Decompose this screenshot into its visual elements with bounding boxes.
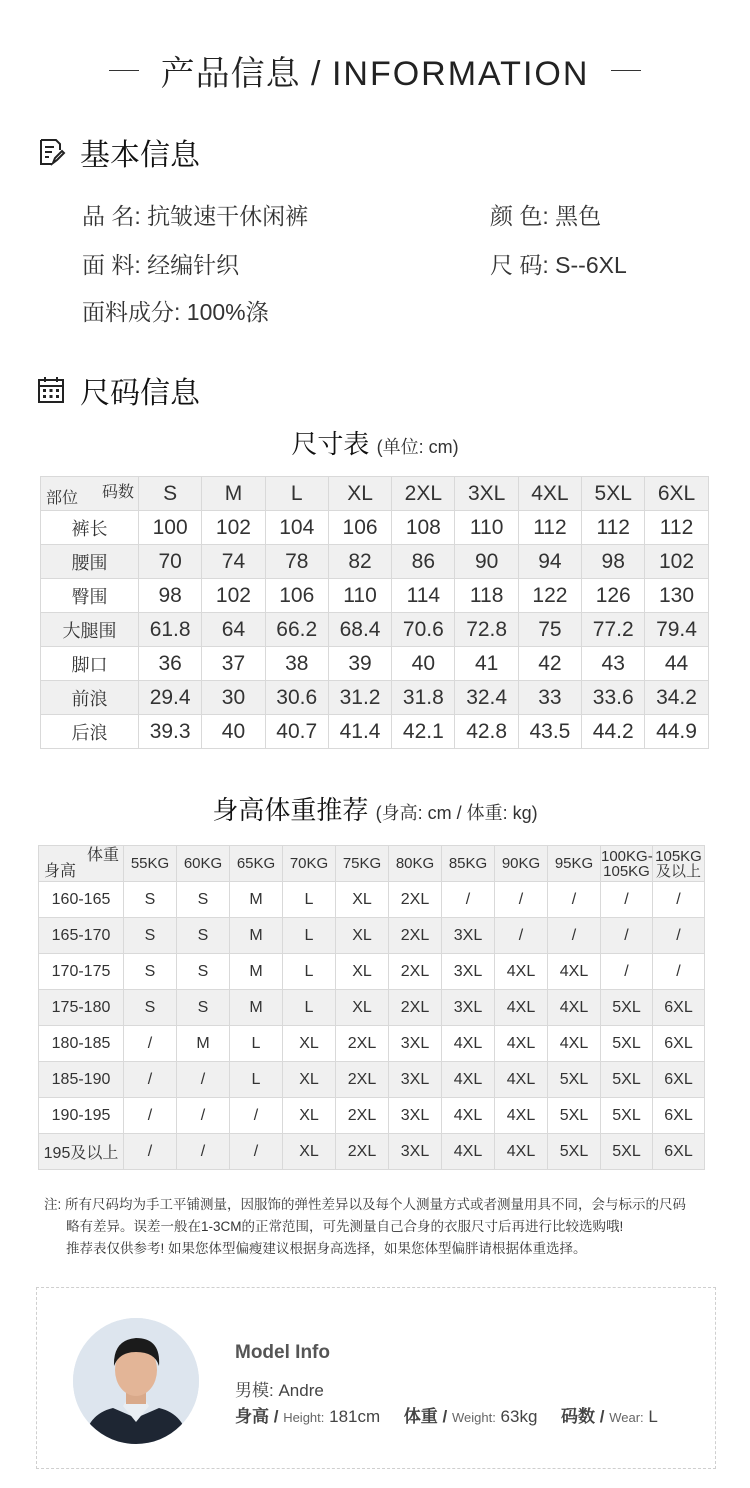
rec-table-cell: M <box>177 1026 230 1062</box>
rec-table-cell: 4XL <box>495 1062 548 1098</box>
rec-table-cell: / <box>442 882 495 918</box>
size-table-cell: 70.6 <box>392 613 455 647</box>
title-slash: / <box>311 54 322 93</box>
rec-table-cell: XL <box>336 918 389 954</box>
product-fabric: 面 料: 经编针织 <box>82 252 240 278</box>
rec-table-cell: / <box>601 882 653 918</box>
rec-table-corner <box>39 846 123 881</box>
rec-table-header-row <box>39 846 705 882</box>
size-table-column-header: L <box>265 477 328 511</box>
rec-table-cell: 5XL <box>548 1134 601 1170</box>
rec-table-column-header: 60KG <box>177 846 230 882</box>
size-table-cell: 77.2 <box>582 613 645 647</box>
size-table-cell: 40 <box>392 647 455 681</box>
rec-table-row-label: 180-185 <box>39 1026 124 1062</box>
size-table-cell: 110 <box>328 579 391 613</box>
size-table-cell: 40 <box>202 715 265 749</box>
size-table-cell: 42.1 <box>392 715 455 749</box>
rec-table-cell: 4XL <box>495 1134 548 1170</box>
rec-table-corner-bottom: 身高 <box>44 863 77 880</box>
size-table-cell: 112 <box>582 511 645 545</box>
rec-table-column-header: 75KG <box>336 846 389 882</box>
rec-table-cell: L <box>283 882 336 918</box>
rec-table-cell: L <box>283 954 336 990</box>
size-table-row-label: 前浪 <box>41 681 139 715</box>
rec-table-cell: 2XL <box>389 954 442 990</box>
size-table-cell: 36 <box>139 647 202 681</box>
rec-table-row <box>39 1026 705 1062</box>
rec-table-cell: XL <box>283 1062 336 1098</box>
rec-table-cell: 6XL <box>653 1098 705 1134</box>
size-table-cell: 126 <box>582 579 645 613</box>
size-table-cell: 110 <box>455 511 518 545</box>
rec-table-cell: / <box>177 1062 230 1098</box>
product-size-range: 尺 码: S--6XL <box>490 252 627 278</box>
rec-table-cell: L <box>283 918 336 954</box>
rec-table-cell: 6XL <box>653 1026 705 1062</box>
size-table-column-header: XL <box>328 477 391 511</box>
rec-table-cell: L <box>230 1062 283 1098</box>
model-height-en: Height: <box>283 1410 325 1425</box>
rec-table-row-label: 185-190 <box>39 1062 124 1098</box>
rec-table-cell: 4XL <box>548 1026 601 1062</box>
size-table-cell: 106 <box>328 511 391 545</box>
size-table-cell: 112 <box>645 511 708 545</box>
size-table-column-header: S <box>139 477 202 511</box>
page-title <box>161 46 590 95</box>
rec-table-cell: M <box>230 918 283 954</box>
title-en: INFORMATION <box>331 54 590 93</box>
rec-table-cell: 3XL <box>389 1134 442 1170</box>
rec-table-cell: M <box>230 882 283 918</box>
rec-table-cell: 5XL <box>601 1098 653 1134</box>
size-table-row-label: 脚口 <box>41 647 139 681</box>
size-table-cell: 30.6 <box>265 681 328 715</box>
size-table-cell: 114 <box>392 579 455 613</box>
rec-table-column-header: 65KG <box>230 846 283 882</box>
rec-table-column-header: 95KG <box>548 846 601 882</box>
rec-table-cell: / <box>124 1026 177 1062</box>
size-table-row-label: 臀围 <box>41 579 139 613</box>
model-info-card <box>36 1287 716 1469</box>
model-name-line <box>235 1376 324 1401</box>
rec-table-cell: 4XL <box>442 1026 495 1062</box>
size-chart-table <box>40 476 709 749</box>
rec-table-cell: 4XL <box>442 1134 495 1170</box>
rec-table-row-label: 160-165 <box>39 882 124 918</box>
model-weight: 63kg <box>500 1407 538 1426</box>
size-table-cell: 94 <box>518 545 581 579</box>
size-table-column-header: 5XL <box>582 477 645 511</box>
size-table-cell: 31.8 <box>392 681 455 715</box>
rec-table-cell: / <box>177 1098 230 1134</box>
rec-table-cell: XL <box>336 954 389 990</box>
size-table-row <box>41 545 709 579</box>
rec-table-cell: 5XL <box>601 1026 653 1062</box>
note-line-3: 推荐表仅供参考! 如果您体型偏瘦建议根据身高选择，如果您体型偏胖请根据体重选择。 <box>66 1241 587 1256</box>
size-table-cell: 31.2 <box>328 681 391 715</box>
rec-table-cell: M <box>230 954 283 990</box>
size-info-title: 尺码信息 <box>80 377 200 410</box>
size-table-row-label: 后浪 <box>41 715 139 749</box>
size-table-cell: 40.7 <box>265 715 328 749</box>
rec-table-cell: 4XL <box>495 1026 548 1062</box>
rec-table-cell: / <box>653 882 705 918</box>
size-table-cell: 39 <box>328 647 391 681</box>
size-table-row <box>41 715 709 749</box>
model-name: Andre <box>278 1381 324 1400</box>
rec-table-row-label: 175-180 <box>39 990 124 1026</box>
rec-table-cell: 4XL <box>442 1062 495 1098</box>
size-table-cell: 38 <box>265 647 328 681</box>
rec-table-column-header: 85KG <box>442 846 495 882</box>
rec-table-cell: 2XL <box>336 1098 389 1134</box>
rec-table-cell: 2XL <box>389 990 442 1026</box>
rec-table-cell: M <box>230 990 283 1026</box>
rec-table-cell: 2XL <box>336 1062 389 1098</box>
size-table-cell: 44.9 <box>645 715 708 749</box>
rec-table-cell: / <box>124 1098 177 1134</box>
rec-table-cell: 3XL <box>442 918 495 954</box>
size-table-cell: 130 <box>645 579 708 613</box>
size-table-cell: 112 <box>518 511 581 545</box>
size-table-cell: 102 <box>645 545 708 579</box>
size-table-cell: 104 <box>265 511 328 545</box>
size-table-title-text: 尺寸表 <box>291 429 370 459</box>
model-weight-en: Weight: <box>451 1410 496 1425</box>
title-cn: 产品信息 <box>160 54 301 93</box>
rec-table-cell: / <box>653 918 705 954</box>
model-wear: L <box>648 1407 658 1426</box>
rec-table-cell: 5XL <box>548 1062 601 1098</box>
model-stats-line <box>235 1402 658 1427</box>
size-table-cell: 29.4 <box>139 681 202 715</box>
rec-table-cell: XL <box>283 1098 336 1134</box>
page-header <box>0 42 750 98</box>
rec-table-cell: 6XL <box>653 1134 705 1170</box>
size-table-cell: 44.2 <box>582 715 645 749</box>
rec-table-row <box>39 882 705 918</box>
size-table-corner <box>41 477 138 510</box>
rec-table-cell: S <box>177 918 230 954</box>
rec-table-cell: 5XL <box>601 1134 653 1170</box>
size-table-row <box>41 511 709 545</box>
product-name: 品 名: 抗皱速干休闲裤 <box>82 203 309 229</box>
rec-table-cell: / <box>230 1134 283 1170</box>
size-table-cell: 42.8 <box>455 715 518 749</box>
size-table-cell: 44 <box>645 647 708 681</box>
rec-table-row <box>39 954 705 990</box>
rec-table-cell: 3XL <box>389 1062 442 1098</box>
size-table-cell: 98 <box>582 545 645 579</box>
size-table-cell: 32.4 <box>455 681 518 715</box>
model-height-label: 身高 / <box>235 1407 279 1426</box>
model-weight-label: 体重 / <box>403 1407 448 1426</box>
size-table-row <box>41 579 709 613</box>
size-table-cell: 74 <box>202 545 265 579</box>
rec-table-cell: / <box>230 1098 283 1134</box>
rec-table-row-label: 190-195 <box>39 1098 124 1134</box>
rec-table-cell: 6XL <box>653 1062 705 1098</box>
rec-table-cell: XL <box>336 882 389 918</box>
size-table-row-label: 腰围 <box>41 545 139 579</box>
rec-table-cell: XL <box>283 1026 336 1062</box>
rec-table-cell: 3XL <box>389 1026 442 1062</box>
size-table-cell: 82 <box>328 545 391 579</box>
rec-table-cell: / <box>177 1134 230 1170</box>
header-dash-right <box>611 70 641 71</box>
size-table-cell: 106 <box>265 579 328 613</box>
rec-table-column-header: 80KG <box>389 846 442 882</box>
size-table-cell: 102 <box>202 579 265 613</box>
rec-table-row <box>39 918 705 954</box>
rec-table-row <box>39 1134 705 1170</box>
rec-table-cell: 4XL <box>495 990 548 1026</box>
rec-table-cell: S <box>177 954 230 990</box>
size-table-unit: (单位: cm) <box>376 437 459 457</box>
rec-table-cell: / <box>495 882 548 918</box>
rec-table-title <box>0 790 750 827</box>
size-table-cell: 37 <box>202 647 265 681</box>
size-table-row <box>41 613 709 647</box>
rec-table-cell: S <box>124 882 177 918</box>
size-table-cell: 39.3 <box>139 715 202 749</box>
rec-table-cell: / <box>601 954 653 990</box>
size-table-cell: 75 <box>518 613 581 647</box>
rec-table-cell: 2XL <box>389 918 442 954</box>
size-table-cell: 66.2 <box>265 613 328 647</box>
size-table-column-header: 3XL <box>455 477 518 511</box>
model-portrait-icon <box>73 1318 199 1444</box>
header-dash-left <box>109 70 139 71</box>
rec-table-cell: S <box>124 954 177 990</box>
size-table-cell: 34.2 <box>645 681 708 715</box>
size-table-row-label: 大腿围 <box>41 613 139 647</box>
rec-table-cell: 2XL <box>336 1026 389 1062</box>
rec-table-cell: 3XL <box>442 990 495 1026</box>
model-name-label: 男模: <box>235 1381 274 1400</box>
size-table-cell: 78 <box>265 545 328 579</box>
size-table-cell: 72.8 <box>455 613 518 647</box>
size-table-cell: 122 <box>518 579 581 613</box>
size-table-cell: 61.8 <box>139 613 202 647</box>
rec-table-column-header: 55KG <box>124 846 177 882</box>
rec-table-row-label: 195及以上 <box>39 1134 124 1170</box>
size-table-cell: 30 <box>202 681 265 715</box>
size-table-corner-top: 码数 <box>101 484 134 501</box>
size-table-row-label: 裤长 <box>41 511 139 545</box>
size-table-column-header: 4XL <box>518 477 581 511</box>
size-table-cell: 68.4 <box>328 613 391 647</box>
rec-table-row-label: 170-175 <box>39 954 124 990</box>
rec-table-cell: / <box>601 918 653 954</box>
rec-table-cell: / <box>548 918 601 954</box>
rec-table-cell: / <box>495 918 548 954</box>
size-table-cell: 33.6 <box>582 681 645 715</box>
rec-table-cell: / <box>124 1062 177 1098</box>
size-table-column-header: M <box>202 477 265 511</box>
note-line-2: 略有差异。误差一般在1-3CM的正常范围，可先测量自己合身的衣服尺寸后再进行比较选购哦! <box>66 1219 624 1234</box>
size-table-corner-bottom: 部位 <box>46 490 79 507</box>
rec-table-cell: 2XL <box>336 1134 389 1170</box>
rec-table-row <box>39 1098 705 1134</box>
size-table-cell: 90 <box>455 545 518 579</box>
rec-table-cell: / <box>653 954 705 990</box>
rec-table-cell: 5XL <box>601 990 653 1026</box>
calendar-icon <box>36 375 66 405</box>
rec-table-cell: L <box>230 1026 283 1062</box>
size-table-cell: 98 <box>139 579 202 613</box>
basic-info-heading <box>36 130 200 174</box>
rec-table-cell: XL <box>283 1134 336 1170</box>
size-table-cell: 33 <box>518 681 581 715</box>
rec-table-cell: S <box>177 990 230 1026</box>
document-edit-icon <box>36 137 66 167</box>
model-height: 181cm <box>329 1407 381 1426</box>
size-table-cell: 41.4 <box>328 715 391 749</box>
size-table-cell: 41 <box>455 647 518 681</box>
size-table-cell: 108 <box>392 511 455 545</box>
rec-table-column-header: 100KG- 105KG <box>601 847 653 880</box>
size-info-heading <box>36 368 200 412</box>
rec-table-row <box>39 990 705 1026</box>
size-table-cell: 70 <box>139 545 202 579</box>
rec-table-column-header: 105KG 及以上 <box>653 846 705 882</box>
rec-table-cell: 5XL <box>548 1098 601 1134</box>
model-wear-en: Wear: <box>609 1410 644 1425</box>
size-table-cell: 43 <box>582 647 645 681</box>
rec-table-row-label: 165-170 <box>39 918 124 954</box>
rec-table-corner-cell <box>39 846 124 882</box>
rec-table-cell: S <box>124 918 177 954</box>
rec-table-cell: 4XL <box>495 954 548 990</box>
rec-table-cell: 2XL <box>389 882 442 918</box>
rec-table-cell: 6XL <box>653 990 705 1026</box>
rec-table-corner-top: 体重 <box>86 847 119 864</box>
rec-table-column-header: 70KG <box>283 846 336 882</box>
size-table-column-header: 2XL <box>392 477 455 511</box>
size-table-cell: 100 <box>139 511 202 545</box>
rec-table-row <box>39 1062 705 1098</box>
model-info-title: Model Info <box>235 1342 330 1363</box>
size-table-row <box>41 681 709 715</box>
size-table-header-row <box>41 477 709 511</box>
rec-table-cell: 4XL <box>442 1098 495 1134</box>
rec-table-cell: / <box>548 882 601 918</box>
model-avatar <box>73 1318 199 1444</box>
rec-table-cell: 3XL <box>442 954 495 990</box>
rec-table-cell: S <box>124 990 177 1026</box>
rec-table-cell: 4XL <box>548 990 601 1026</box>
rec-table-cell: S <box>177 882 230 918</box>
rec-table-cell: 3XL <box>389 1098 442 1134</box>
size-table-cell: 42 <box>518 647 581 681</box>
size-table-column-header: 6XL <box>645 477 708 511</box>
measurement-note <box>44 1194 724 1260</box>
size-table-cell: 118 <box>455 579 518 613</box>
size-table-cell: 86 <box>392 545 455 579</box>
size-table-corner-cell <box>41 477 139 511</box>
height-weight-table <box>38 845 705 1170</box>
basic-info-title: 基本信息 <box>80 139 200 172</box>
size-table-cell: 43.5 <box>518 715 581 749</box>
rec-table-cell: 5XL <box>601 1062 653 1098</box>
rec-table-title-text: 身高体重推荐 <box>212 795 369 825</box>
product-color: 颜 色: 黑色 <box>490 203 602 229</box>
size-table-title <box>0 424 750 461</box>
size-table-cell: 64 <box>202 613 265 647</box>
model-wear-label: 码数 / <box>561 1407 605 1426</box>
size-table-cell: 102 <box>202 511 265 545</box>
rec-table-cell: 4XL <box>495 1098 548 1134</box>
rec-table-cell: XL <box>336 990 389 1026</box>
rec-table-cell: 4XL <box>548 954 601 990</box>
product-composition: 面料成分: 100%涤 <box>82 299 269 325</box>
size-table-cell: 79.4 <box>645 613 708 647</box>
size-table-row <box>41 647 709 681</box>
note-line-1: 注: 所有尺码均为手工平铺测量，因服饰的弹性差异以及每个人测量方式或者测量用具不同，会与标示的尺码 <box>44 1197 686 1212</box>
rec-table-column-header: 90KG <box>495 846 548 882</box>
rec-table-unit: (身高: cm / 体重: kg) <box>375 803 538 823</box>
rec-table-cell: L <box>283 990 336 1026</box>
rec-table-cell: / <box>124 1134 177 1170</box>
